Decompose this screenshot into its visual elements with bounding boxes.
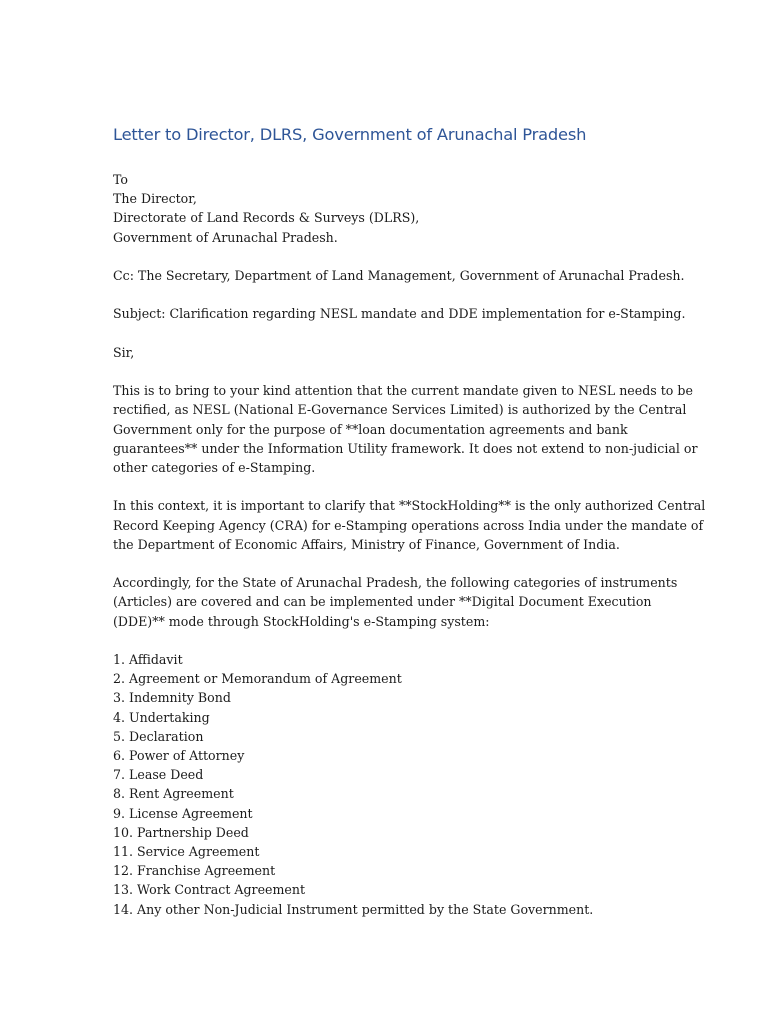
address-line: Government of Arunachal Pradesh. <box>113 229 338 245</box>
paragraph-line: other categories of e-Stamping. <box>113 459 316 475</box>
letter-title: Letter to Director, DLRS, Government of Arunachal Pradesh <box>113 125 587 144</box>
paragraph-line: guarantees** under the Information Utility framework. It does not extend to non-judicial or <box>113 440 698 456</box>
list-item: 9. License Agreement <box>113 805 253 821</box>
subject-text: Subject: Clarification regarding NESL mandate and DDE implementation for e-Stamping. <box>113 306 686 322</box>
paragraph-line: the Department of Economic Affairs, Ministry of Finance, Government of India. <box>113 536 620 552</box>
list-item: 13. Work Contract Agreement <box>113 882 306 898</box>
list-item: 2. Agreement or Memorandum of Agreement <box>113 671 402 687</box>
list-item: 3. Indemnity Bond <box>113 690 231 706</box>
address-line: To <box>113 172 129 187</box>
cc-text: Cc: The Secretary, Department of Land Management, Government of Arunachal Pradesh. <box>113 268 685 283</box>
paragraph-nesl-mandate <box>113 381 698 477</box>
paragraph-stockholding <box>113 496 706 554</box>
salutation-text: Sir, <box>113 344 135 360</box>
address-line: The Director, <box>113 191 197 207</box>
paragraph-line: (Articles) are covered and can be implemented under **Digital Document Execution <box>113 594 652 610</box>
list-item: 6. Power of Attorney <box>113 747 245 763</box>
list-item: 12. Franchise Agreement <box>113 863 276 879</box>
subject-line <box>113 304 686 323</box>
paragraph-line: This is to bring to your kind attention that the current mandate given to NESL needs to be <box>113 383 693 399</box>
paragraph-line: rectified, as NESL (National E-Governance Services Limited) is authorized by the Central <box>113 402 687 418</box>
paragraph-line: Record Keeping Agency (CRA) for e-Stamping operations across India under the mandate of <box>113 517 704 533</box>
list-item: 1. Affidavit <box>113 651 183 667</box>
paragraph-line: Government only for the purpose of **loan documentation agreements and bank <box>113 421 628 437</box>
list-item: 8. Rent Agreement <box>113 786 234 802</box>
paragraph-line: In this context, it is important to clarify that **StockHolding** is the only authorized Central <box>113 498 706 514</box>
list-item: 10. Partnership Deed <box>113 824 249 840</box>
address-line: Directorate of Land Records & Surveys (DLRS), <box>113 210 420 226</box>
list-item: 7. Lease Deed <box>113 767 204 783</box>
list-item: 5. Declaration <box>113 728 204 744</box>
paragraph-instruments <box>113 573 678 631</box>
letter-body <box>113 124 706 919</box>
paragraph-line: Accordingly, for the State of Arunachal Pradesh, the following categories of instruments <box>113 575 678 591</box>
recipient-address <box>113 170 673 247</box>
list-item: 14. Any other Non-Judicial Instrument permitted by the State Government. <box>113 901 594 917</box>
salutation <box>113 343 673 362</box>
articles-list <box>113 650 673 919</box>
list-item: 4. Undertaking <box>113 709 210 725</box>
cc-line <box>113 266 685 285</box>
list-item: 11. Service Agreement <box>113 844 260 859</box>
paragraph-line: (DDE)** mode through StockHolding's e-Stamping system: <box>113 613 490 629</box>
